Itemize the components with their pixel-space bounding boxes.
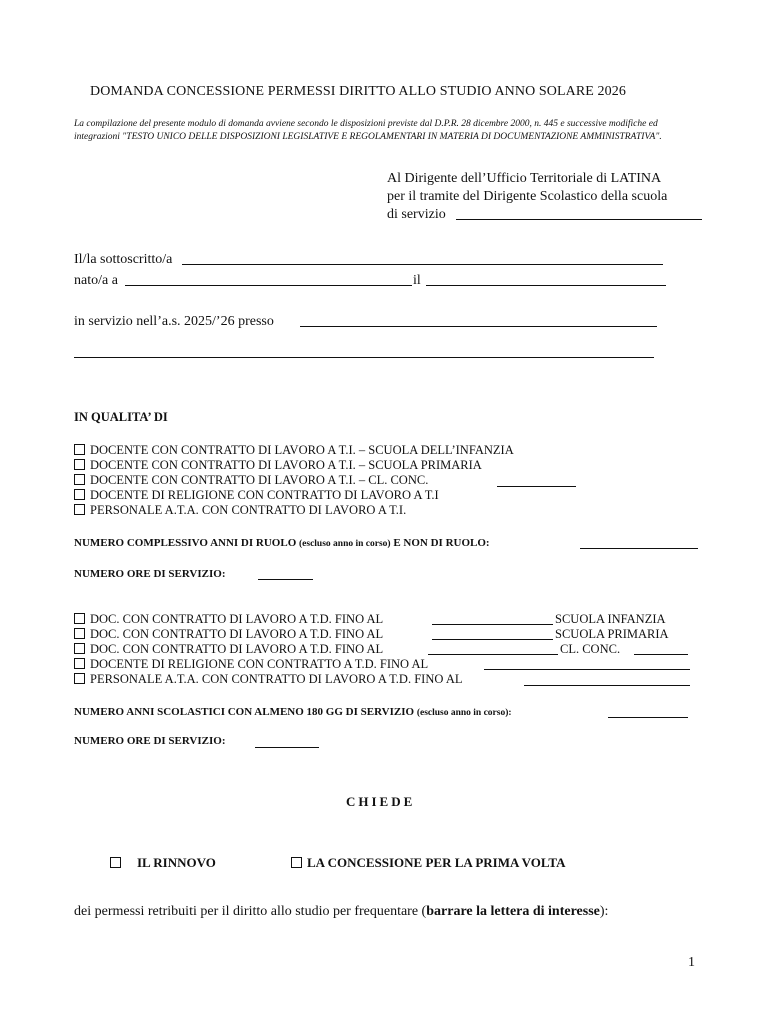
servizio-label: in servizio nell’a.s. 2025/’26 presso [74, 314, 274, 329]
checkbox-icon[interactable] [110, 857, 121, 868]
checkbox-icon[interactable] [291, 857, 302, 868]
servizio-field-line-2[interactable] [74, 357, 654, 358]
option-ti-cl-conc[interactable]: DOCENTE CON CONTRATTO DI LAVORO A T.I. – CL. CONC. [74, 473, 428, 488]
option-ti-religione[interactable]: DOCENTE DI RELIGIONE CON CONTRATTO DI LAVORO A T.I [74, 488, 439, 503]
option-ti-ata[interactable]: PERSONALE A.T.A. CON CONTRATTO DI LAVORO A T.I. [74, 503, 406, 518]
checkbox-icon[interactable] [74, 613, 85, 624]
option-prima-volta[interactable]: LA CONCESSIONE PER LA PRIMA VOLTA [291, 855, 565, 871]
option-td-cl-conc[interactable]: DOC. CON CONTRATTO DI LAVORO A T.D. FINO AL [74, 642, 383, 657]
addressee-line-1: Al Dirigente dell’Ufficio Territoriale di LATINA [387, 171, 662, 186]
checkbox-icon[interactable] [74, 504, 85, 515]
td-primaria-date-line[interactable] [432, 639, 553, 640]
footer-sentence: dei permessi retribuiti per il diritto allo studio per frequentare (barrare la lettera di interesse): [74, 904, 609, 919]
option-td-ata[interactable]: PERSONALE A.T.A. CON CONTRATTO DI LAVORO A T.D. FINO AL [74, 672, 462, 687]
option-td-primaria[interactable]: DOC. CON CONTRATTO DI LAVORO A T.D. FINO AL [74, 627, 383, 642]
anni-ruolo-field-line[interactable] [580, 548, 698, 549]
td-cl-conc-date-line[interactable] [428, 654, 558, 655]
addressee-line-3: di servizio [387, 207, 446, 222]
checkbox-icon[interactable] [74, 474, 85, 485]
td-cl-conc-label: CL. CONC. [560, 642, 621, 656]
nato-label: nato/a a [74, 273, 118, 288]
document-title: DOMANDA CONCESSIONE PERMESSI DIRITTO ALLO STUDIO ANNO SOLARE 2026 [90, 84, 626, 99]
checkbox-icon[interactable] [74, 628, 85, 639]
anni-ruolo-label: NUMERO COMPLESSIVO ANNI DI RUOLO (escluso anno in corso) E NON DI RUOLO: [74, 537, 490, 549]
checkbox-icon[interactable] [74, 658, 85, 669]
td-religione-date-line[interactable] [484, 669, 690, 670]
anni-180-label: NUMERO ANNI SCOLASTICI CON ALMENO 180 GG DI SERVIZIO (escluso anno in corso): [74, 706, 512, 718]
servizio-field-line[interactable] [300, 326, 657, 327]
checkbox-icon[interactable] [74, 459, 85, 470]
option-td-infanzia[interactable]: DOC. CON CONTRATTO DI LAVORO A T.D. FINO AL [74, 612, 383, 627]
school-field-line[interactable] [456, 219, 702, 220]
checkbox-icon[interactable] [74, 673, 85, 684]
option-ti-primaria[interactable]: DOCENTE CON CONTRATTO DI LAVORO A T.I. – SCUOLA PRIMARIA [74, 458, 482, 473]
td-cl-conc-field-line[interactable] [634, 654, 688, 655]
td-infanzia-date-line[interactable] [432, 624, 553, 625]
anni-180-field-line[interactable] [608, 717, 688, 718]
ore-servizio-label-1: NUMERO ORE DI SERVIZIO: [74, 568, 226, 580]
il-field-line[interactable] [426, 285, 666, 286]
checkbox-icon[interactable] [74, 444, 85, 455]
option-rinnovo[interactable]: IL RINNOVO [110, 855, 216, 871]
checkbox-icon[interactable] [74, 489, 85, 500]
checkbox-icon[interactable] [74, 643, 85, 654]
option-td-religione[interactable]: DOCENTE DI RELIGIONE CON CONTRATTO A T.D. FINO AL [74, 657, 428, 672]
option-ti-infanzia[interactable]: DOCENTE CON CONTRATTO DI LAVORO A T.I. – SCUOLA DELL’INFANZIA [74, 443, 514, 458]
sottoscritto-label: Il/la sottoscritto/a [74, 252, 173, 267]
nato-field-line[interactable] [125, 285, 412, 286]
sottoscritto-field-line[interactable] [182, 264, 663, 265]
cl-conc-field-line[interactable] [497, 486, 576, 487]
qualita-heading: IN QUALITA’ DI [74, 410, 168, 424]
ore-servizio-label-2: NUMERO ORE DI SERVIZIO: [74, 735, 226, 747]
td-infanzia-school: SCUOLA INFANZIA [555, 612, 666, 626]
addressee-line-2: per il tramite del Dirigente Scolastico della scuola [387, 189, 668, 204]
page-number: 1 [688, 955, 695, 970]
ore-servizio-field-line-2[interactable] [255, 747, 319, 748]
td-ata-date-line[interactable] [524, 685, 690, 686]
ore-servizio-field-line-1[interactable] [258, 579, 313, 580]
chiede-heading: CHIEDE [346, 794, 416, 809]
td-primaria-school: SCUOLA PRIMARIA [555, 627, 669, 641]
il-label: il [413, 273, 421, 288]
intro-paragraph: La compilazione del presente modulo di domanda avviene secondo le disposizioni previste dal D.P.R. 28 dicembre 2000, n. 445 e successive modifiche ed integrazioni "TESTO UNICO DELLE DISPOSIZIONI LEGISLATIVE E REGOLAMENTARI IN MATERIA DI DOCUMENTAZIONE AMMINISTRATIVA". [74, 119, 662, 142]
